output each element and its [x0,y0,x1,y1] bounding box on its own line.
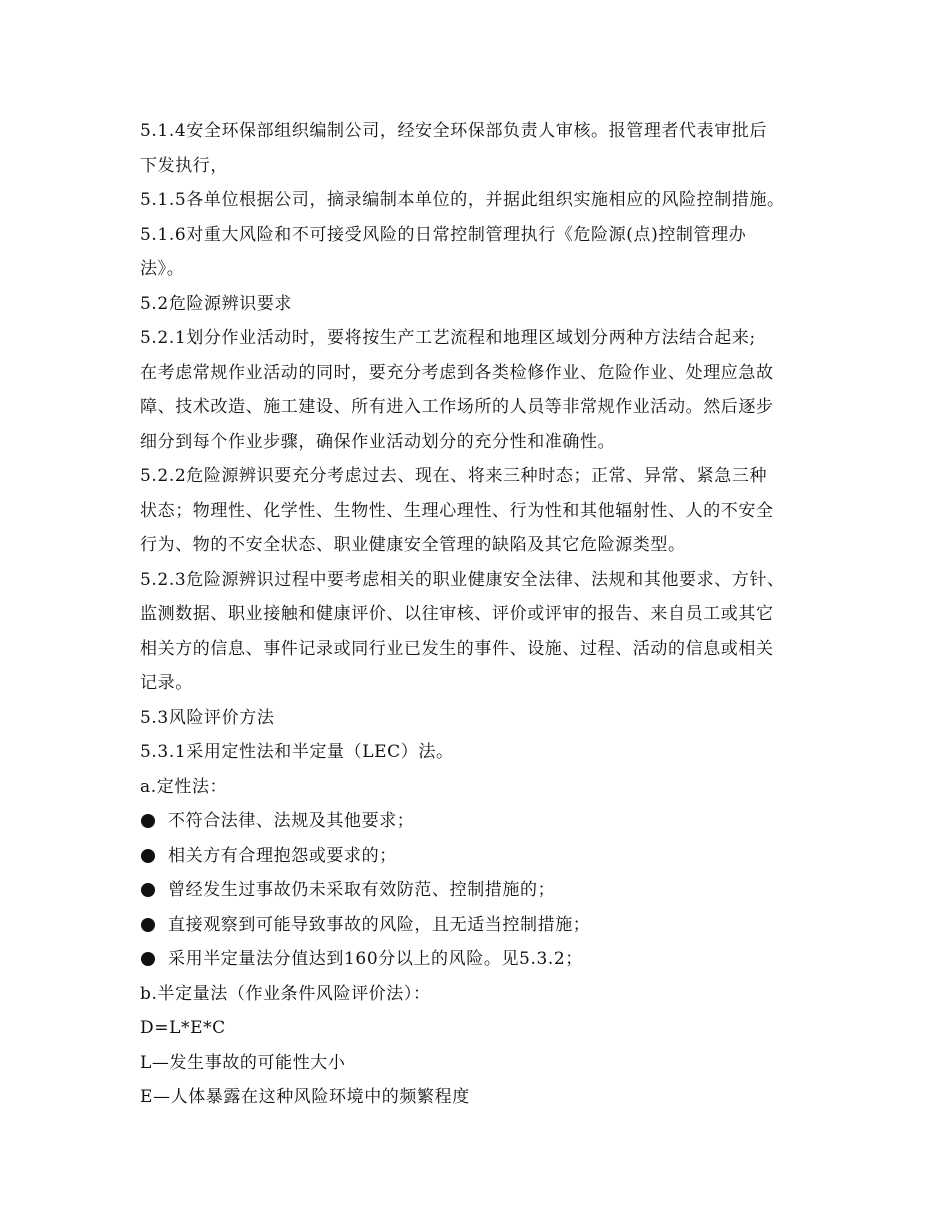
formula: D=L*E*C [140,1018,226,1038]
bullet-item [140,908,820,943]
bullet-dot-icon [141,918,155,932]
paragraph-line: 在考虑常规作业活动的同时，要充分考虑到各类检修作业、危险作业、处理应急故 [140,362,774,383]
bullet-text: 相关方有合理抱怨或要求的； [168,845,397,866]
paragraph-line: 5.3.1采用定性法和半定量（LEC）法。 [140,742,454,762]
section-heading: 5.2危险源辨识要求 [140,293,293,314]
bullet-item [140,873,820,908]
bullet-text: 直接观察到可能导致事故的风险，且无适当控制措施； [168,914,591,935]
definition-line: E—人体暴露在这种风险环境中的频繁程度 [140,1087,470,1107]
paragraph-line: 5.2.3危险源辨识过程中要考虑相关的职业健康安全法律、法规和其他要求、方针、 [140,569,785,590]
subsection-label: a.定性法： [140,776,228,797]
bullet-text: 曾经发生过事故仍未采取有效防范、控制措施的； [168,880,556,900]
paragraph-line: 相关方的信息、事件记录或同行业已发生的事件、设施、过程、活动的信息或相关 [140,638,774,659]
paragraph-line: 细分到每个作业步骤，确保作业活动划分的充分性和准确性。 [140,431,616,452]
paragraph-line: 障、技术改造、施工建设、所有进入工作场所的人员等非常规作业活动。然后逐步 [140,397,774,417]
definition-line: L—发生事故的可能性大小 [140,1052,346,1073]
bullet-item [140,804,820,839]
bullet-dot-icon [141,814,155,828]
paragraph-line: 5.1.5各单位根据公司，摘录编制本单位的，并据此组织实施相应的风险控制措施。 [140,190,785,210]
paragraph-line: 5.2.2危险源辨识要充分考虑过去、现在、将来三种时态；正常、异常、紧急三种 [140,466,768,486]
paragraph-line: 状态；物理性、化学性、生物性、生理心理性、行为性和其他辐射性、人的不安全 [140,500,774,521]
paragraph-line: 5.1.6对重大风险和不可接受风险的日常控制管理执行《危险源(点)控制管理办 [140,224,747,245]
subsection-label: b.半定量法（作业条件风险评价法）： [140,983,431,1004]
paragraph-line: 记录。 [140,673,193,693]
bullet-dot-icon [141,849,155,863]
bullet-item [140,839,820,874]
bullet-text: 采用半定量法分值达到160分以上的风险。见5.3.2； [168,949,583,969]
paragraph-line: 5.2.1划分作业活动时，要将按生产工艺流程和地理区域划分两种方法结合起来; [140,328,756,348]
bullet-text: 不符合法律、法规及其他要求； [168,811,415,831]
section-heading: 5.3风险评价方法 [140,707,275,728]
bullet-dot-icon [141,952,155,966]
paragraph-line: 行为、物的不安全状态、职业健康安全管理的缺陷及其它危险源类型。 [140,535,686,555]
paragraph-line: 下发执行， [140,155,228,176]
paragraph-line: 5.1.4安全环保部组织编制公司，经安全环保部负责人审核。报管理者代表审批后 [140,121,768,141]
paragraph-line: 法》。 [140,259,185,279]
paragraph-line: 监测数据、职业接触和健康评价、以往审核、评价或评审的报告、来自员工或其它 [140,604,774,624]
document-body [140,114,820,1115]
bullet-dot-icon [141,883,155,897]
bullet-item [140,942,820,977]
